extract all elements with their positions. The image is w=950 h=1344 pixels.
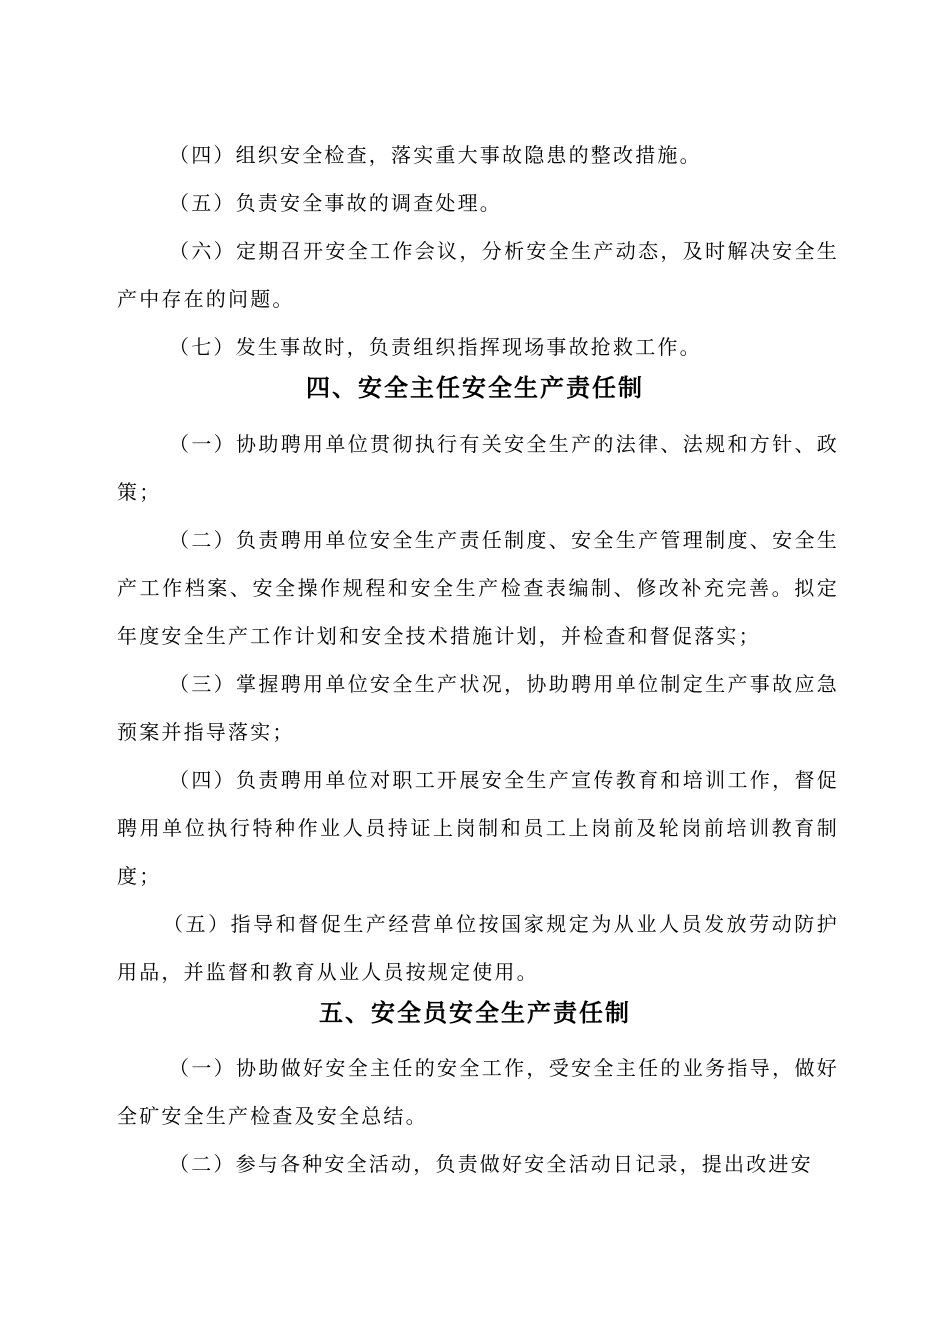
- paragraph-item-5: （五）负责安全事故的调查处理。: [169, 191, 502, 215]
- section4-paragraph-3: （三）掌握聘用单位安全生产状况，协助聘用单位制定生产事故应急预案并指导落实；: [117, 672, 839, 744]
- section5-paragraph-2: （二）参与各种安全活动，负责做好安全活动日记录，提出改进安: [169, 1152, 813, 1176]
- paragraph-item-7: （七）发生事故时，负责组织指挥现场事故抢救工作。: [169, 335, 702, 359]
- paragraph-item-4: （四）组织安全检查，落实重大事故隐患的整改措施。: [169, 143, 702, 167]
- section4-paragraph-2: （二）负责聘用单位安全生产责任制度、安全生产管理制度、安全生产工作档案、安全操作规程和安全生产检查表编制、修改补充完善。拟定年度安全生产工作计划和安全技术措施计划，并检查和督促落实；: [117, 528, 839, 648]
- section4-paragraph-4: （四）负责聘用单位对职工开展安全生产宣传教育和培训工作，督促聘用单位执行特种作业人员持证上岗制和员工上岗前及轮岗前培训教育制度；: [117, 768, 839, 888]
- paragraph-item-6: （六）定期召开安全工作会议，分析安全生产动态，及时解决安全生产中存在的问题。: [117, 239, 839, 311]
- section5-paragraph-1: （一）协助做好安全主任的安全工作，受安全主任的业务指导，做好全矿安全生产检查及安全总结。: [117, 1056, 839, 1128]
- section-heading-safety-officer: 五、安全员安全生产责任制: [319, 999, 631, 1027]
- section4-paragraph-5: （五）指导和督促生产经营单位按国家规定为从业人员发放劳动防护用品，并监督和教育从业人员按规定使用。: [117, 912, 839, 984]
- section-heading-safety-director: 四、安全主任安全生产责任制: [306, 374, 644, 402]
- section4-paragraph-1: （一）协助聘用单位贯彻执行有关安全生产的法律、法规和方针、政策；: [117, 432, 839, 504]
